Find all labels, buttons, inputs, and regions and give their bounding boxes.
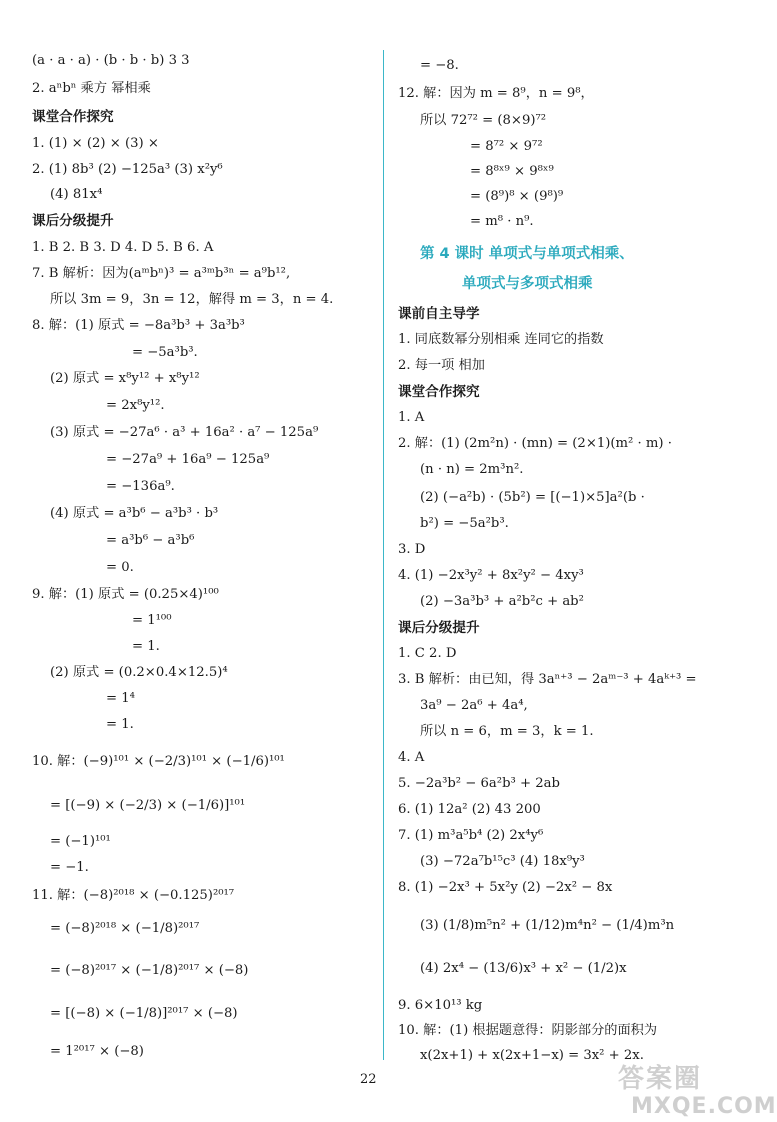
answer-line: (2) 原式 = x⁸y¹² + x⁸y¹² — [50, 371, 200, 386]
answer-line: = (−8)²⁰¹⁷ × (−1/8)²⁰¹⁷ × (−8) — [50, 963, 249, 978]
section-heading: 课堂合作探究 — [32, 109, 114, 125]
answer-line: = [(−8) × (−1/8)]²⁰¹⁷ × (−8) — [50, 1006, 238, 1021]
answer-line: 所以 n = 6，m = 3，k = 1. — [420, 724, 594, 739]
answer-line: = m⁸ · n⁹. — [470, 214, 534, 229]
answer-line: = 2x⁸y¹². — [106, 398, 165, 413]
answer-line: = 1²⁰¹⁷ × (−8) — [50, 1044, 144, 1059]
answer-line: 所以 3m = 9，3n = 12，解得 m = 3，n = 4. — [50, 292, 334, 307]
answer-line: = (8⁹)⁸ × (9⁸)⁹ — [470, 189, 564, 204]
answer-line: 1. A — [398, 410, 425, 425]
answer-line: 所以 72⁷² = (8×9)⁷² — [420, 113, 547, 128]
answer-line: = (−1)¹⁰¹ — [50, 834, 111, 849]
answer-line: 3a⁹ − 2a⁶ + 4a⁴, — [420, 698, 528, 713]
answer-line: b²) = −5a²b³. — [420, 516, 509, 531]
answer-line: 11. 解：(−8)²⁰¹⁸ × (−0.125)²⁰¹⁷ — [32, 888, 235, 903]
answer-line: (3) −72a⁷b¹⁵c³ (4) 18x⁹y³ — [420, 854, 585, 869]
answer-line: 10. 解：(−9)¹⁰¹ × (−2/3)¹⁰¹ × (−1/6)¹⁰¹ — [32, 754, 285, 769]
answer-line: = [(−9) × (−2/3) × (−1/6)]¹⁰¹ — [50, 798, 246, 813]
answer-line: = −8. — [420, 58, 459, 73]
answer-line: = −27a⁹ + 16a⁹ − 125a⁹ — [106, 452, 270, 467]
answer-line: (4) 2x⁴ − (13/6)x³ + x² − (1/2)x — [420, 961, 627, 976]
answer-line: = a³b⁶ − a³b⁶ — [106, 533, 195, 548]
answer-line: = 1¹⁰⁰ — [132, 613, 172, 628]
answer-line: 4. A — [398, 750, 425, 765]
answer-line: = 1⁴ — [106, 691, 135, 706]
answer-line: 7. (1) m³a⁵b⁴ (2) 2x⁴y⁶ — [398, 828, 544, 843]
answer-line: (a · a · a) · (b · b · b) 3 3 — [32, 53, 190, 68]
answer-line: 5. −2a³b² − 6a²b³ + 2ab — [398, 776, 560, 791]
answer-line: 9. 解：(1) 原式 = (0.25×4)¹⁰⁰ — [32, 587, 219, 602]
answer-line: = 1. — [132, 639, 160, 654]
answer-line: = 1. — [106, 717, 134, 732]
answer-line: 3. B 解析：由已知，得 3aⁿ⁺³ − 2aᵐ⁻³ + 4aᵏ⁺³ = — [398, 672, 697, 687]
answer-line: (2) 原式 = (0.2×0.4×12.5)⁴ — [50, 665, 228, 680]
answer-line: 2. (1) 8b³ (2) −125a³ (3) x²y⁶ — [32, 162, 223, 177]
answer-line: = 8⁷² × 9⁷² — [470, 139, 543, 154]
answer-line: 1. C 2. D — [398, 646, 457, 661]
answer-line: (4) 原式 = a³b⁶ − a³b³ · b³ — [50, 506, 219, 521]
answer-line: 4. (1) −2x³y² + 8x²y² − 4xy³ — [398, 568, 584, 583]
answer-line: = (−8)²⁰¹⁸ × (−1/8)²⁰¹⁷ — [50, 921, 200, 936]
answer-line: 8. 解：(1) 原式 = −8a³b³ + 3a³b³ — [32, 318, 245, 333]
answer-line: 7. B 解析：因为(aᵐbⁿ)³ = a³ᵐb³ⁿ = a⁹b¹², — [32, 266, 291, 281]
answer-line: 12. 解：因为 m = 8⁹，n = 9⁸， — [398, 86, 594, 101]
section-heading: 课后分级提升 — [32, 213, 114, 229]
answer-line: (3) 原式 = −27a⁶ · a³ + 16a² · a⁷ − 125a⁹ — [50, 425, 319, 440]
answer-line: = 0. — [106, 560, 134, 575]
answer-line: (4) 81x⁴ — [50, 187, 103, 202]
answer-line: 3. D — [398, 542, 426, 557]
answer-line: 1. (1) × (2) × (3) × — [32, 136, 159, 151]
answer-line: 9. 6×10¹³ kg — [398, 998, 483, 1013]
lesson-subtitle: 单项式与多项式相乘 — [462, 276, 593, 292]
section-heading: 课前自主导学 — [398, 306, 480, 322]
answer-line: = −5a³b³. — [132, 345, 198, 360]
answer-line: 8. (1) −2x³ + 5x²y (2) −2x² − 8x — [398, 880, 613, 895]
answer-line: 2. 解：(1) (2m²n) · (mn) = (2×1)(m² · m) · — [398, 436, 672, 451]
section-heading: 课后分级提升 — [398, 620, 480, 636]
answer-line: (3) (1/8)m⁵n² + (1/12)m⁴n² − (1/4)m³n — [420, 918, 675, 933]
answer-line: = −1. — [50, 860, 89, 875]
answer-line: (2) −3a³b³ + a²b²c + ab² — [420, 594, 584, 609]
answer-line: 2. aⁿbⁿ 乘方 幂相乘 — [32, 81, 151, 96]
answer-line: (2) (−a²b) · (5b²) = [(−1)×5]a²(b · — [420, 490, 645, 505]
watermark-url: MXQE.COM — [631, 1094, 777, 1119]
answer-line: 6. (1) 12a² (2) 43 200 — [398, 802, 541, 817]
answer-line: 10. 解：(1) 根据题意得：阴影部分的面积为 — [398, 1023, 658, 1038]
answer-line: 2. 每一项 相加 — [398, 358, 485, 373]
lesson-title: 第 4 课时 单项式与单项式相乘、 — [420, 246, 634, 262]
answer-line: x(2x+1) + x(2x+1−x) = 3x² + 2x. — [420, 1048, 644, 1063]
answer-line: 1. B 2. B 3. D 4. D 5. B 6. A — [32, 240, 214, 255]
answer-line: (n · n) = 2m³n². — [420, 462, 524, 477]
answer-line: 1. 同底数幂分别相乘 连同它的指数 — [398, 332, 604, 347]
watermark-logo: 答案圈 — [618, 1064, 703, 1094]
answer-line: = 8⁸ˣ⁹ × 9⁸ˣ⁹ — [470, 164, 554, 179]
column-divider — [383, 50, 384, 1060]
page-number: 22 — [360, 1072, 377, 1087]
section-heading: 课堂合作探究 — [398, 384, 480, 400]
answer-line: = −136a⁹. — [106, 479, 175, 494]
